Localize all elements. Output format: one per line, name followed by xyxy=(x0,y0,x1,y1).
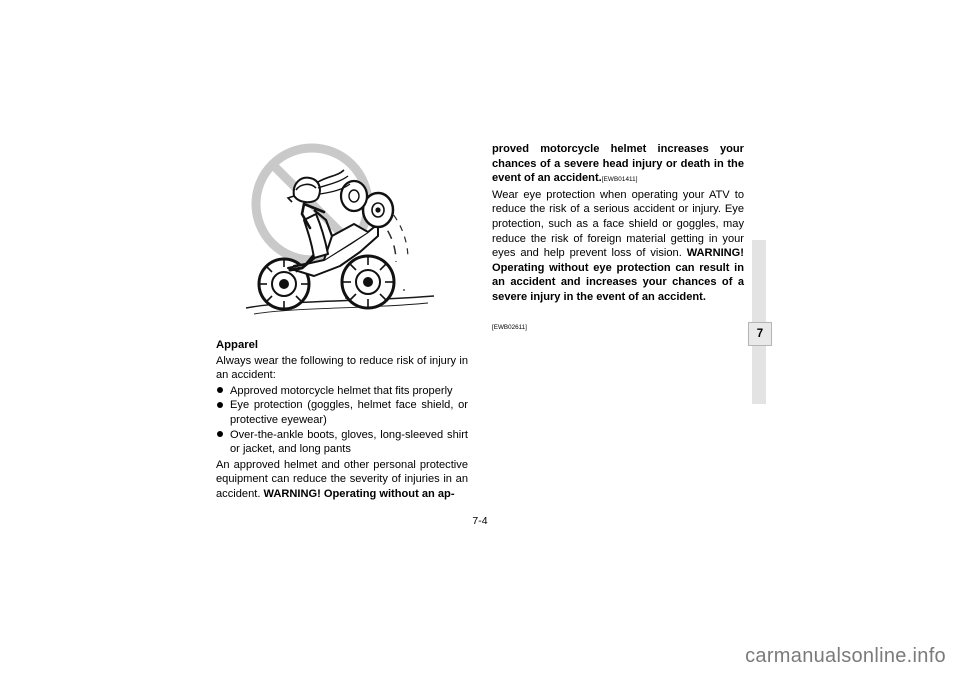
reference-code-block: [EWB02611] xyxy=(492,323,527,331)
bullet-dot-icon xyxy=(217,431,223,437)
bullet-dot-icon xyxy=(217,387,223,393)
list-item-text: Over-the-ankle boots, gloves, long-sleeved shirt or jacket, and long pants xyxy=(230,428,468,456)
list-item xyxy=(216,384,468,399)
right-text-column xyxy=(492,142,744,335)
watermark: carmanualsonline.info xyxy=(745,645,946,667)
bullet-dot-icon xyxy=(217,402,223,408)
apparel-warning-lead: WARNING! Operating without an ap- xyxy=(263,487,455,500)
helmet-warning-continued xyxy=(492,142,744,188)
chapter-tab-bar-lower xyxy=(752,344,766,404)
eye-protection-paragraph xyxy=(492,188,744,305)
chapter-tab: 7 xyxy=(748,322,772,346)
atv-wheelie-rider-warning-illustration xyxy=(228,140,448,330)
apparel-heading: Apparel xyxy=(216,339,259,351)
apparel-bullet-list xyxy=(216,384,468,457)
eye-protection-text: Wear eye protection when operating your ATV to reduce the risk of a serious accident or injury. Eye protection, such as a face shield or goggles, may reduce the risk of foreign material getting in your eyes and help prevent loss of vision. xyxy=(492,188,744,260)
apparel-closing-paragraph xyxy=(216,458,468,502)
left-text-column xyxy=(216,338,468,502)
reference-code-inline: [EWB01411] xyxy=(601,176,638,184)
list-item-text: Approved motorcycle helmet that fits properly xyxy=(230,384,453,397)
apparel-closing-text: An approved helmet and other personal protective equipment can reduce the severity of injuries in an accident. xyxy=(216,458,468,500)
helmet-warning-bold-text: proved motorcycle helmet increases your chances of a severe head injury or death in the event of an accident. xyxy=(492,143,744,185)
chapter-tab-bar-upper xyxy=(752,240,766,322)
list-item-text: Eye protection (goggles, helmet face shield, or protective eyewear) xyxy=(230,399,468,426)
list-item xyxy=(216,428,468,457)
page-number: 7-4 xyxy=(472,515,488,527)
apparel-intro-paragraph: Always wear the following to reduce risk of injury in an accident: xyxy=(216,354,468,382)
list-item xyxy=(216,398,468,427)
eye-protection-warning-bold: WARNING! Operating without eye protection can result in an accident and increases your chances of a severe injury in the event of an accident. xyxy=(492,247,744,303)
